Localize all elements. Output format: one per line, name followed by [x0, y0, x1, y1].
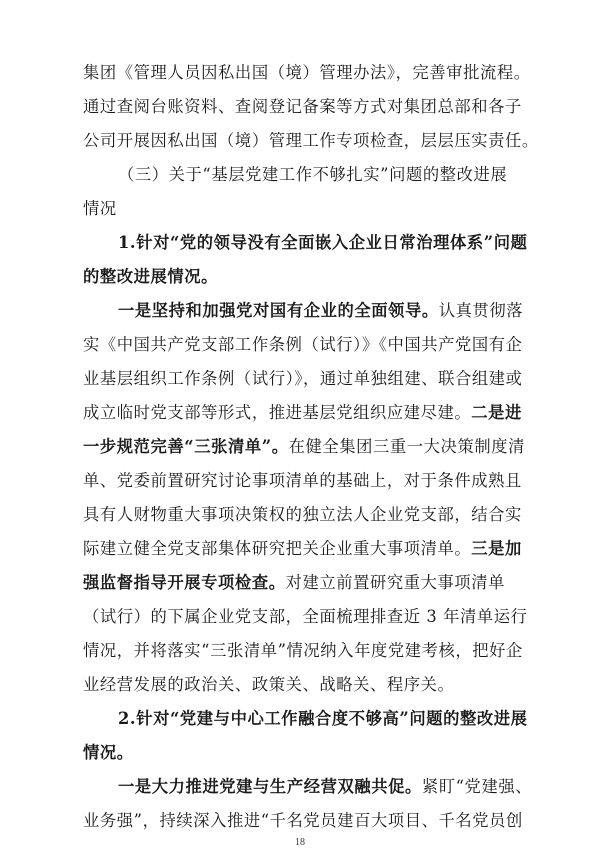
text-segment: 成立临时党支部等形式，推进基层党组织应建尽建。 [83, 403, 472, 422]
text-line [83, 96, 522, 118]
bold-text-segment: 情况。 [83, 743, 134, 762]
text-line [83, 606, 528, 628]
text-segment: 具有人财物重大事项决策权的独立法人企业党支部，结合实 [83, 505, 522, 524]
bold-text-segment: 二是进 [471, 403, 522, 422]
text-segment: （试行）的下属企业党支部，全面梳理排查近 3 年清单运行 [83, 607, 528, 626]
text-line [83, 572, 519, 594]
text-segment: 对建立前置研究重大事项清单 [285, 573, 506, 592]
bold-text-segment: 一是大力推进党建与生产经营双融共促。 [118, 777, 422, 796]
text-segment: （三）关于“基层党建工作不够扎实”问题的整改进展 [118, 165, 508, 184]
text-line [118, 708, 528, 730]
bold-text-segment: 2.针对“党建与中心工作融合度不够高”问题的整改进展 [118, 709, 528, 728]
text-segment: 际建立健全党支部集体研究把关企业重大事项清单。 [83, 539, 472, 558]
text-segment: 情况，并将落实“三张清单”情况纳入年度党建考核，把好企 [83, 641, 523, 660]
text-segment: 业经营发展的政治关、政策关、战略关、程序关。 [83, 675, 455, 694]
text-segment: 业基层组织工作条例（试行）》，通过单独组建、联合组建或 [83, 369, 523, 388]
text-segment: 集团《管理人员因私出国（境）管理办法》，完善审批流程。 [83, 63, 531, 82]
text-segment: 公司开展因私出国（境）管理工作专项检查，层层压实责任。 [83, 131, 539, 150]
text-segment: 认真贯彻落 [438, 301, 524, 320]
text-line [83, 368, 523, 390]
text-line [83, 62, 531, 84]
text-segment: 在健全集团三重一大决策制度清 [288, 437, 525, 456]
text-line [83, 538, 522, 560]
text-segment: 实《中国共产党支部工作条例（试行）》《中国共产党国有企 [83, 335, 523, 354]
text-segment: 情况 [83, 199, 117, 218]
bold-text-segment: 一步规范完善“三张清单”。 [83, 437, 289, 456]
page-number: 18 [295, 837, 305, 848]
text-line [118, 776, 533, 798]
text-line [83, 504, 522, 526]
text-line [118, 232, 528, 254]
text-line [83, 640, 523, 662]
text-line [83, 266, 233, 288]
text-segment: 紧盯“党建强、 [421, 777, 533, 796]
text-line [118, 164, 519, 186]
text-line [83, 810, 523, 832]
text-segment: 单、党委前置研究讨论事项清单的基础上，对于条件成熟且 [83, 471, 522, 490]
text-segment: 通过查阅台账资料、查阅登记备案等方式对集团总部和各子 [83, 97, 522, 116]
bold-text-segment: 三是加 [471, 539, 522, 558]
bold-text-segment: 1.针对“党的领导没有全面嵌入企业日常治理体系”问题 [118, 233, 528, 252]
text-line [83, 198, 143, 220]
text-line [83, 334, 523, 356]
text-line [83, 742, 143, 764]
text-line [83, 436, 525, 458]
text-line [83, 674, 483, 696]
bold-text-segment: 一是坚持和加强党对国有企业的全面领导。 [118, 301, 439, 320]
text-line [83, 470, 522, 492]
text-line [83, 402, 522, 424]
text-line [83, 130, 539, 152]
bold-text-segment: 强监督指导开展专项检查。 [83, 573, 286, 592]
text-line [118, 300, 524, 322]
bold-text-segment: 的整改进展情况。 [83, 267, 219, 286]
text-segment: 业务强”，持续深入推进“千名党员建百大项目、千名党员创 [83, 811, 523, 830]
